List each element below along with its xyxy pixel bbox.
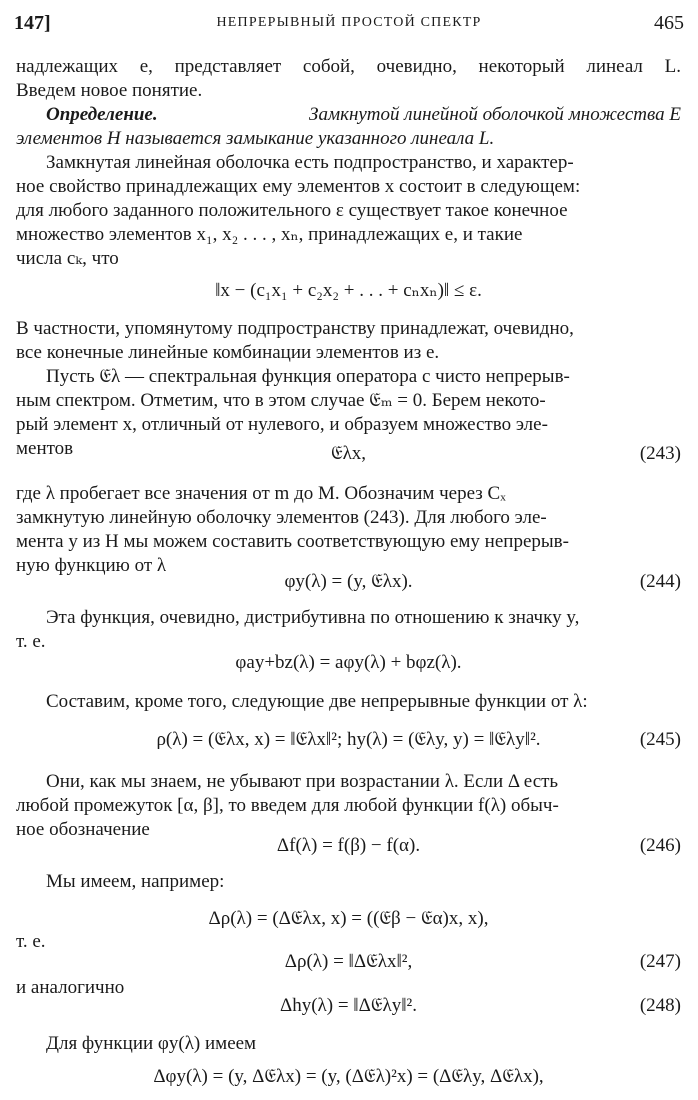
text-line: мента y из H мы можем составить соответствующую ему непрерыв- <box>16 531 569 552</box>
word: надлежащих <box>16 56 119 77</box>
text-line: ную функцию от λ <box>16 555 167 576</box>
equation-244 <box>16 568 681 596</box>
word: представляет <box>174 56 282 77</box>
text-line: ным спектром. Отметим, что в этом случае 𝔈ₘ = 0. Берем некото- <box>16 390 546 411</box>
word: линеал <box>586 56 643 77</box>
word: L. <box>664 56 681 77</box>
text-line: где λ пробегает все значения от m до M. Обозначим через Cₓ <box>16 483 506 504</box>
text-line: ное свойство принадлежащих ему элементов x состоит в следующем: <box>16 176 581 197</box>
text-line: Мы имеем, например: <box>46 871 225 892</box>
text-line: все конечные линейные комбинации элементов из e. <box>16 342 440 363</box>
text-line: для любого заданного положительного ε существует такое конечное <box>16 200 568 221</box>
equation-number: (248) <box>639 995 681 1016</box>
equation-body: ρ(λ) = (𝔈λx, x) = ‖𝔈λx‖²; hy(λ) = (𝔈λy, y) = ‖𝔈λy‖². <box>156 729 541 750</box>
equation-body: φy(λ) = (y, 𝔈λx). <box>284 571 413 592</box>
text-line: рый элемент x, отличный от нулевого, и образуем множество эле- <box>16 414 548 435</box>
equation-number: (246) <box>639 835 681 856</box>
page-number: 465 <box>654 12 684 34</box>
equation-number: (243) <box>639 443 681 464</box>
definition-text: Замкнутой линейной оболочкой множества E <box>309 104 681 125</box>
equation-number: (245) <box>639 729 681 750</box>
equation-number: (247) <box>639 951 681 972</box>
text-line: т. е. <box>16 631 46 652</box>
word: очевидно, <box>376 56 457 77</box>
text-line: Составим, кроме того, следующие две непрерывные функции от λ: <box>46 691 588 712</box>
text-line: Замкнутая линейная оболочка есть подпространство, и характер- <box>46 152 574 173</box>
running-title: НЕПРЕРЫВНЫЙ ПРОСТОЙ СПЕКТР <box>216 15 482 30</box>
definition-line <box>16 127 681 151</box>
equation-delta-phi: Δφy(λ) = (y, Δ𝔈λx) = (y, (Δ𝔈λ)²x) = (Δ𝔈λy, Δ𝔈λx), <box>153 1066 544 1087</box>
definition-text: элементов H называется замыкание указанного линеала L. <box>16 128 495 149</box>
text-line: множество элементов x₁, x₂ . . . , xₙ, принадлежащих e, и такие <box>16 224 523 245</box>
text-line: числа cₖ, что <box>16 248 119 269</box>
text-line: Они, как мы знаем, не убывают при возрастании λ. Если Δ есть <box>46 771 559 792</box>
equation-247 <box>16 948 681 976</box>
text-line: ментов <box>16 438 74 459</box>
text-line: Для функции φy(λ) имеем <box>46 1033 257 1054</box>
equation-number: (244) <box>639 571 681 592</box>
definition-line <box>46 103 681 127</box>
equation-norm: ‖x − (c₁x₁ + c₂x₂ + . . . + cₙxₙ)‖ ≤ ε. <box>215 280 482 301</box>
text-line: Введем новое понятие. <box>16 80 203 101</box>
text-line: замкнутую линейную оболочку элементов (243). Для любого эле- <box>16 507 547 528</box>
text-line: ное обозначение <box>16 819 150 840</box>
word: e, <box>139 56 153 77</box>
definition-heading: Определение. <box>46 104 158 125</box>
equation-body: Δρ(λ) = ‖Δ𝔈λx‖², <box>284 951 413 972</box>
equation-243 <box>16 440 681 468</box>
word: собой, <box>302 56 355 77</box>
running-header <box>14 8 684 38</box>
text-line <box>16 55 681 79</box>
equation-248 <box>16 992 681 1020</box>
equation-body: Δhy(λ) = ‖Δ𝔈λy‖². <box>280 995 417 1016</box>
text-line: Эта функция, очевидно, дистрибутивна по отношению к значку y, <box>46 607 580 628</box>
word: некоторый <box>478 56 565 77</box>
equation-245 <box>16 726 681 754</box>
text-line: В частности, упомянутому подпространству принадлежат, очевидно, <box>16 318 574 339</box>
equation-delta-rho: Δρ(λ) = (Δ𝔈λx, x) = ((𝔈β − 𝔈α)x, x), <box>208 908 489 929</box>
text-line: любой промежуток [α, β], то введем для любой функции f(λ) обыч- <box>16 795 559 816</box>
equation-body: 𝔈λx, <box>330 443 367 464</box>
text-line: т. е. <box>16 931 46 952</box>
equation-body: Δf(λ) = f(β) − f(α). <box>276 835 421 856</box>
text-line: Пусть 𝔈λ — спектральная функция оператора с чисто непрерыв- <box>46 366 570 387</box>
section-number: 147] <box>14 12 51 34</box>
equation-246 <box>16 832 681 860</box>
text-line: и аналогично <box>16 977 125 998</box>
equation-distributive: φay+bz(λ) = aφy(λ) + bφz(λ). <box>235 652 462 673</box>
